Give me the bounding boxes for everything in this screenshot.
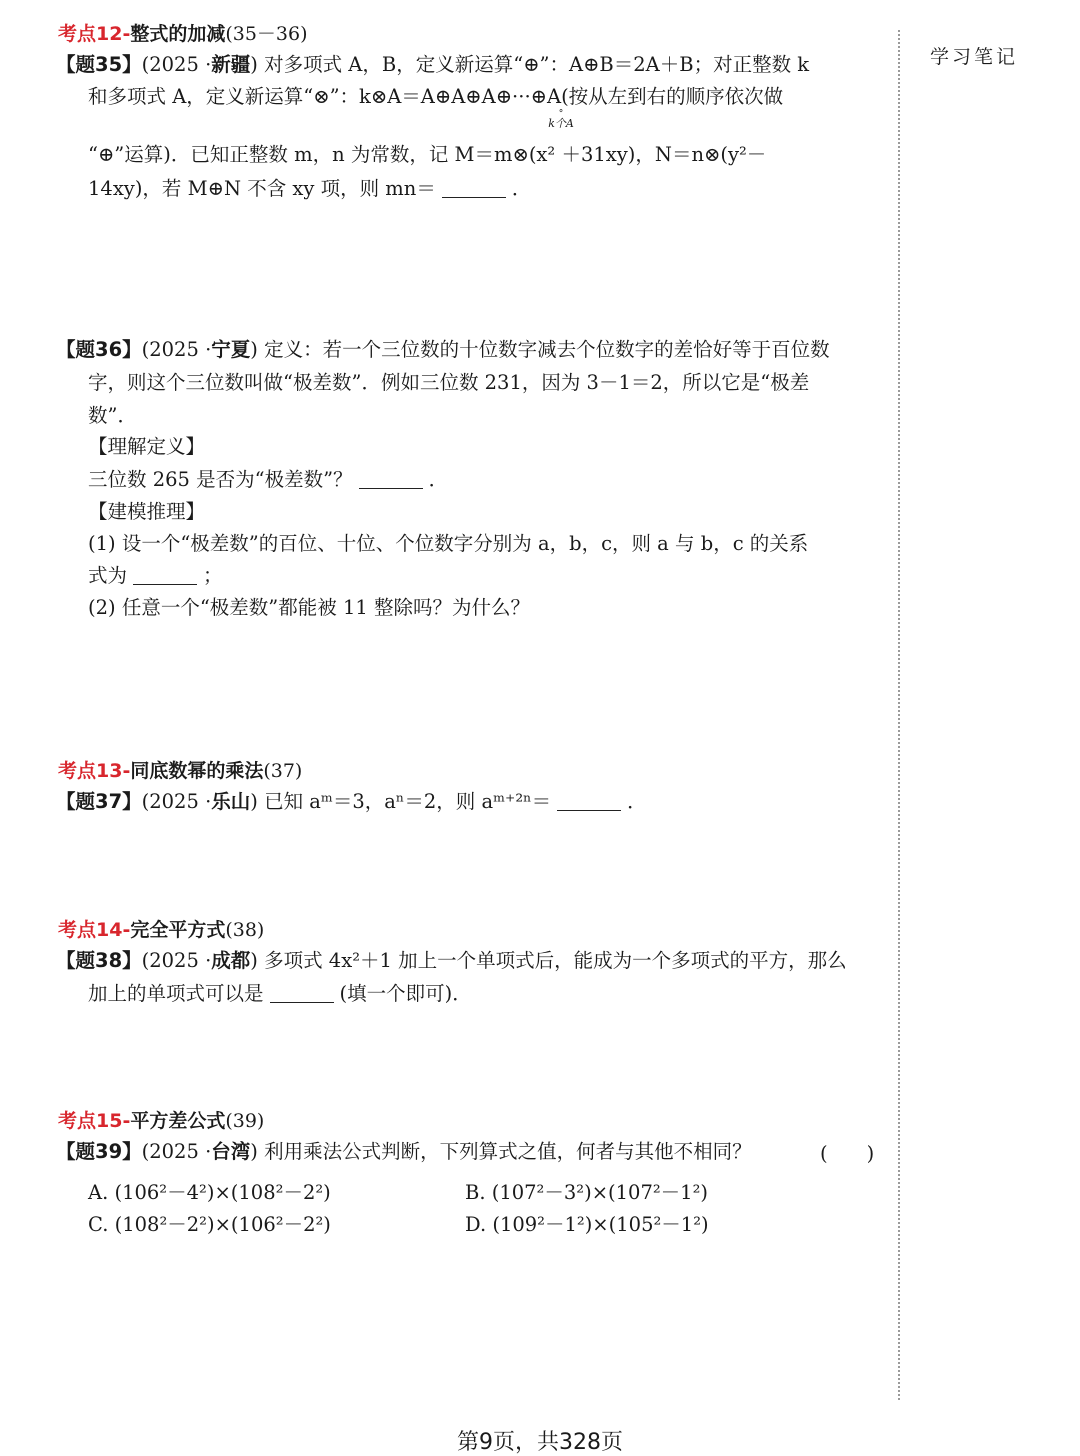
q39-option-c[interactable]: C. (108²－2²)×(106²－2²) — [88, 1213, 331, 1236]
q37-tag: 【题37】 — [56, 790, 142, 813]
topic-12-heading — [58, 19, 308, 46]
topic-14-heading — [58, 915, 264, 942]
q39-tag: 【题39】 — [56, 1140, 142, 1163]
topic-15-name: 平方差公式 — [130, 1110, 226, 1132]
q36-line-3: 数”． — [88, 404, 137, 427]
q36-heading-define: 【理解定义】 — [88, 435, 206, 458]
q35-tag: 【题35】 — [56, 53, 142, 76]
q36-heading-model: 【建模推理】 — [88, 500, 206, 523]
q36-line-7: (2) 任意一个“极差数”都能被 11 整除吗？为什么？ — [88, 596, 530, 619]
q39-source: (2025 ·台湾) — [141, 1140, 258, 1163]
topic-12-range: (35－36) — [225, 23, 308, 45]
topic-13-heading — [58, 756, 302, 783]
q35-answer-blank[interactable] — [442, 179, 506, 198]
q35-underbrace-label: ° k个A — [548, 109, 574, 130]
topic-14-range: (38) — [225, 919, 265, 941]
q35-text-1: 对多项式 A，B，定义新运算“⊕”：A⊕B＝2A＋B；对正整数 k — [264, 53, 810, 76]
q36-line-4: 三位数 265 是否为“极差数”？ ． — [88, 468, 449, 491]
q36-line-2: 字，则这个三位数叫做“极差数”．例如三位数 231，因为 3－1＝2，所以它是“极差 — [88, 371, 810, 394]
topic-14-label: 考点14- — [58, 919, 131, 941]
topic-15-heading — [58, 1106, 264, 1133]
q37-answer-blank[interactable] — [557, 792, 621, 811]
topic-15-range: (39) — [225, 1110, 265, 1132]
q39-text-1: 利用乘法公式判断，下列算式之值，何者与其他不相同？ — [264, 1140, 752, 1163]
q38-line-1 — [56, 947, 847, 975]
q36-tag: 【题36】 — [56, 338, 142, 361]
q38-source: (2025 ·成都) — [141, 949, 258, 972]
q36-answer-blank-2[interactable] — [133, 566, 197, 585]
q39-option-d[interactable]: D. (109²－1²)×(105²－1²) — [465, 1213, 709, 1236]
q36-text-1: 定义：若一个三位数的十位数字减去个位数字的差恰好等于百位数 — [264, 338, 830, 361]
topic-12-name: 整式的加减 — [130, 23, 226, 45]
q36-line-6: 式为 ； — [88, 564, 223, 587]
q36-line-5: (1) 设一个“极差数”的百位、十位、个位数字分别为 a，b，c，则 a 与 b，c 的关系 — [88, 532, 809, 555]
q39-option-a[interactable]: A. (106²－4²)×(108²－2²) — [88, 1181, 331, 1204]
topic-13-range: (37) — [263, 760, 303, 782]
q38-line-2: 加上的单项式可以是 (填一个即可)． — [88, 982, 472, 1005]
topic-15-label: 考点15- — [58, 1110, 131, 1132]
q36-line-1 — [56, 336, 830, 364]
q38-tag: 【题38】 — [56, 949, 142, 972]
q35-source: (2025 ·新疆) — [141, 53, 258, 76]
q39-option-b[interactable]: B. (107²－3²)×(107²－1²) — [465, 1181, 709, 1204]
q38-answer-blank[interactable] — [270, 984, 334, 1003]
notes-divider — [898, 30, 900, 1400]
topic-13-name: 同底数幂的乘法 — [130, 760, 264, 782]
q39-line-1 — [56, 1138, 752, 1166]
q38-text-1: 多项式 4x²＋1 加上一个单项式后，能成为一个多项式的平方，那么 — [264, 949, 847, 972]
page-footer: 第9页，共328页 — [457, 1430, 623, 1455]
study-notes-title: 学习笔记 — [930, 46, 1019, 68]
topic-12-label: 考点12- — [58, 23, 131, 45]
q37-source: (2025 ·乐山) — [141, 790, 258, 813]
q35-line-3: “⊕”运算)．已知正整数 m，n 为常数，记 M＝m⊗(x² ＋31xy)，N＝n⊗(y²－ — [88, 143, 767, 166]
q37-text: 已知 aᵐ＝3，aⁿ＝2，则 aᵐ⁺²ⁿ＝ — [264, 790, 552, 813]
q36-source: (2025 ·宁夏) — [141, 338, 258, 361]
q35-line-1 — [56, 51, 809, 79]
q35-line-4: 14xy)，若 M⊕N 不含 xy 项，则 mn＝ ． — [88, 177, 532, 200]
q35-line-2: 和多项式 A，定义新运算“⊗”：k⊗A＝A⊕A⊕A⊕···⊕A(按从左到右的顺序依次做 — [88, 85, 784, 108]
q39-answer-paren[interactable]: ( ) — [820, 1142, 875, 1165]
topic-14-name: 完全平方式 — [130, 919, 226, 941]
q36-answer-blank-1[interactable] — [359, 470, 423, 489]
q37-line-1: 【题37】(2025 ·乐山) 已知 aᵐ＝3，aⁿ＝2，则 aᵐ⁺²ⁿ＝ ． — [56, 790, 647, 813]
topic-13-label: 考点13- — [58, 760, 131, 782]
